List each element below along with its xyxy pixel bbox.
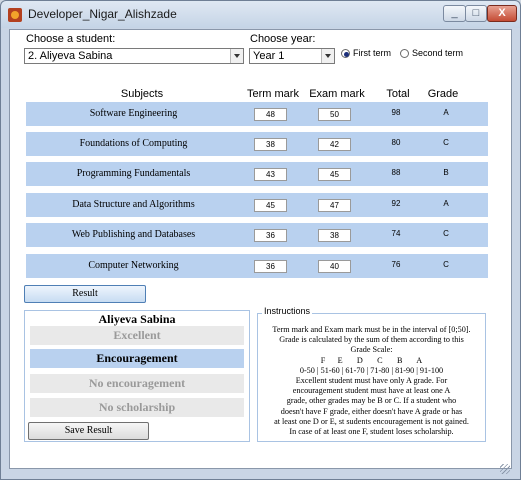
chevron-down-icon [321,49,334,63]
year-label: Choose year: [250,33,316,45]
exam-mark-input[interactable]: 42 [318,138,351,151]
status-no-encouragement: No encouragement [30,374,244,393]
total-value: 98 [391,108,401,117]
instruction-line: doesn't have F grade, either doesn't have A grade or has [280,406,463,416]
exam-mark-input[interactable]: 50 [318,108,351,121]
instruction-line: at least one D or E, st sudents encouragement is not gained. [274,416,469,426]
exam-mark-input[interactable]: 40 [318,260,351,273]
chevron-down-icon [230,49,243,63]
resize-grip-icon[interactable] [500,464,510,474]
second-term-radio[interactable] [400,49,409,58]
term-mark-input[interactable]: 45 [254,199,287,212]
save-result-button[interactable]: Save Result [28,422,149,440]
instruction-line: F E D C B A [320,355,423,365]
status-excellent: Excellent [30,326,244,345]
total-value: 76 [391,260,401,269]
header-subjects: Subjects [120,88,164,100]
header-exam-mark: Exam mark [309,88,365,100]
table-row [26,132,488,156]
status-encouragement: Encouragement [30,349,244,368]
term-mark-input[interactable]: 43 [254,168,287,181]
instruction-line: Grade is calculated by the sum of them according to this [279,335,464,345]
exam-mark-input[interactable]: 38 [318,229,351,242]
exam-mark-input[interactable]: 47 [318,199,351,212]
table-row [26,102,488,126]
instruction-line: In case of at least one F, student loses scholarship. [289,427,454,437]
instruction-line: Term mark and Exam mark must be in the interval of [0;50]. [272,325,471,334]
subject-name: Computer Networking [88,260,179,271]
result-button[interactable]: Result [24,285,146,303]
student-dropdown-value: 2. Aliyeva Sabina [28,50,113,62]
instruction-line: Excellent student must have only A grade. For [295,376,448,386]
subject-name: Software Engineering [89,108,178,119]
total-value: 74 [391,229,401,238]
instruction-line: grade, other grades may be B or C. If a student who [286,396,457,406]
subject-name: Data Structure and Algorithms [72,199,195,210]
status-no-scholarship: No scholarship [30,398,244,417]
instruction-line: encouragement student must have at least one A [292,386,451,396]
grade-value: C [443,229,449,238]
term-mark-input[interactable]: 48 [254,108,287,121]
total-value: 88 [391,168,401,177]
total-value: 80 [391,138,401,147]
table-row [26,162,488,186]
year-dropdown[interactable] [249,48,335,64]
title-bar[interactable] [0,0,521,28]
term-mark-input[interactable]: 36 [254,260,287,273]
header-grade: Grade [427,88,459,100]
grade-value: C [443,138,449,147]
table-row [26,223,488,247]
minimize-button[interactable]: _ [443,5,466,22]
first-term-label: First term [353,48,391,58]
student-label: Choose a student: [26,33,116,45]
instructions-title: Instructions [264,306,311,316]
header-total: Total [386,88,410,100]
second-term-label: Second term [412,48,464,58]
grade-value: C [443,260,449,269]
grade-value: B [443,168,449,177]
term-mark-input[interactable]: 38 [254,138,287,151]
term-mark-input[interactable]: 36 [254,229,287,242]
grade-value: A [443,108,449,117]
header-term-mark: Term mark [247,88,299,100]
instruction-line: Grade Scale: [350,345,393,355]
year-dropdown-value: Year 1 [253,50,285,62]
subject-name: Programming Fundamentals [76,168,191,179]
table-row [26,254,488,278]
subject-name: Foundations of Computing [79,138,188,149]
app-icon [8,8,22,22]
student-dropdown[interactable] [24,48,244,64]
exam-mark-input[interactable]: 45 [318,168,351,181]
window-title: Developer_Nigar_Alishzade [28,7,177,21]
close-button[interactable]: X [487,5,517,22]
maximize-button[interactable]: □ [465,5,487,22]
instructions-text [258,325,485,437]
student-name: Aliyeva Sabina [98,312,176,326]
table-row [26,193,488,217]
total-value: 92 [391,199,401,208]
grade-value: A [443,199,449,208]
instruction-line: 0-50 | 51-60 | 61-70 | 71-80 | 81-90 | 91-100 [299,365,444,375]
subject-name: Web Publishing and Databases [71,229,196,240]
first-term-radio[interactable] [341,49,350,58]
